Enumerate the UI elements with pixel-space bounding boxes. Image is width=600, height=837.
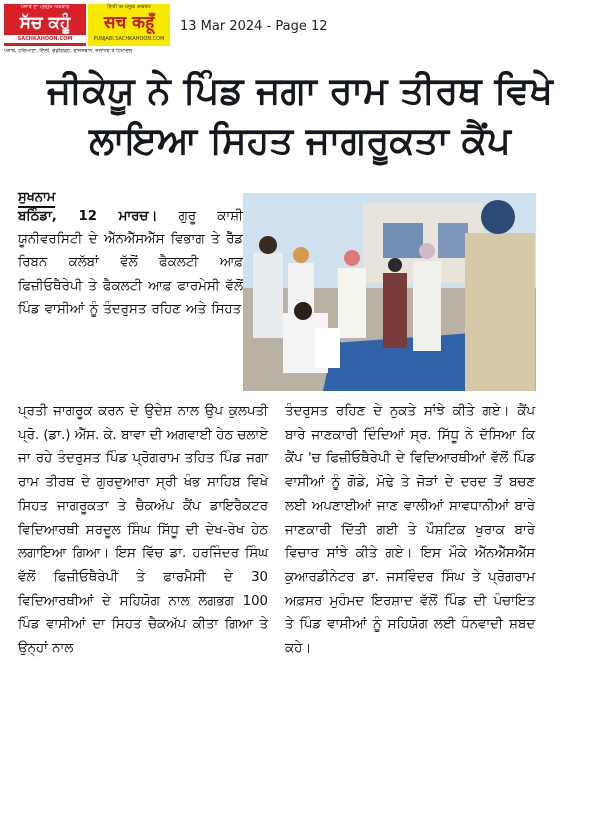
date-page-label: 13 Mar 2024 - Page 12 <box>180 19 328 34</box>
masthead <box>0 0 600 58</box>
article-column-left-top <box>18 205 243 321</box>
logo-hindi-tagline: हिन्दी का प्रमुख अखबार <box>107 4 151 10</box>
article-photo <box>243 193 536 391</box>
logo-punjabi-tagline: ਪੰਜਾਬ ਦਾ ਪ੍ਰਮੁੱਖ ਅਖ਼ਬਾਰ <box>20 4 70 10</box>
article-column-right <box>285 400 535 661</box>
dateline: ਬਠਿੰਡਾ, 12 ਮਾਰਚ। <box>18 209 158 224</box>
logo-punjabi-name: ਸੱਚ ਕਹੂੰ <box>19 13 71 33</box>
sach-kahoon-punjabi-logo <box>4 4 86 46</box>
lead-paragraph <box>18 205 243 321</box>
health-camp-photo-illustration <box>243 193 536 391</box>
logo-hindi-web: PUNJABI.SACHKAHOON.COM <box>93 36 165 42</box>
lead-text: ਗੁਰੂ ਕਾਸ਼ੀ ਯੂਨੀਵਰਸਿਟੀ ਦੇ ਐੱਨਐੱਸਐੱਸ ਵਿਭਾਗ ਤੇ ਰੈੱਡ ਰਿਬਨ ਕਲੱਬਾਂ ਵੱਲੋਂ ਫੈਕਲਟੀ ਆਫ਼ ਫਿਜ਼ੀਓਥੈਰੇਪੀ ਤੇ ਫੈਕਲਟੀ ਆਫ਼ ਫਾਰਮੇਸੀ ਵੱਲੋਂ ਪਿੰਡ ਵਾਸੀਆਂ ਨੂੰ ਤੰਦਰੁਸਤ ਰਹਿਣ ਅਤੇ ਸਿਹਤ <box>18 209 243 317</box>
body-paragraph-right: ਤੰਦਰੁਸਤ ਰਹਿਣ ਦੇ ਨੁਕਤੇ ਸਾਂਝੇ ਕੀਤੇ ਗਏ। ਕੈਂਪ ਬਾਰੇ ਜਾਣਕਾਰੀ ਦਿੰਦਿਆਂ ਸ੍ਰ. ਸਿੱਧੂ ਨੇ ਦੱਸਿਆ ਕਿ ਕੈਂਪ 'ਚ ਫਿਜ਼ੀਓਥੈਰੇਪੀ ਦੇ ਵਿਦਿਆਰਥੀਆਂ ਵੱਲੋਂ ਪਿੰਡ ਵਾਸੀਆਂ ਨੂੰ ਗੋਡੇ, ਮੋਢੇ ਤੇ ਜੋੜਾਂ ਦੇ ਦਰਦ ਤੋਂ ਬਚਣ ਲਈ ਅਪਣਾਈਆਂ ਜਾਣ ਵਾਲੀਆਂ ਸਾਵਧਾਨੀਆਂ ਬਾਰੇ ਜਾਣਕਾਰੀ ਦਿੱਤੀ ਗਈ ਤੇ ਪੌਸ਼ਟਿਕ ਖੁਰਾਕ ਬਾਰੇ ਵਿਚਾਰ ਸਾਂਝੇ ਕੀਤੇ ਗਏ। ਇਸ ਮੌਕੇ ਐੱਨਐੱਸਐੱਸ ਕੁਆਰਡੀਨੇਟਰ ਡਾ. ਜਸਵਿੰਦਰ ਸਿੰਘ ਤੇ ਪ੍ਰੋਗਰਾਮ ਅਫ਼ਸਰ ਮੁਹੰਮਦ ਇਰਸ਼ਾਦ ਵੱਲੋਂ ਪਿੰਡ ਦੀ ਪੰਚਾਇਤ ਤੇ ਪਿੰਡ ਵਾਸੀਆਂ ਨੂੰ ਸਹਿਯੋਗ ਲਈ ਧੰਨਵਾਦੀ ਸ਼ਬਦ ਕਹੇ। <box>285 404 535 657</box>
headline-line-2: ਲਾਇਆ ਸਿਹਤ ਜਾਗਰੂਕਤਾ ਕੈਂਪ <box>89 119 511 162</box>
logo-punjabi-web: SACHKAHOON.COM <box>4 35 86 43</box>
headline-line-1: ਜੀਕੇਯੂ ਨੇ ਪਿੰਡ ਜਗਾ ਰਾਮ ਤੀਰਥ ਵਿਖੇ <box>46 69 554 112</box>
body-paragraph-left: ਪ੍ਰਤੀ ਜਾਗਰੂਕ ਕਰਨ ਦੇ ਉਦੇਸ਼ ਨਾਲ ਉਪ ਕੁਲਪਤੀ ਪ੍ਰੋ. (ਡਾ.) ਐੱਸ. ਕੇ. ਬਾਵਾ ਦੀ ਅਗਵਾਈ ਹੇਠ ਚਲਾਏ ਜਾ ਰਹੇ ਤੰਦਰੁਸਤ ਪਿੰਡ ਪ੍ਰੋਗਰਾਮ ਤਹਿਤ ਪਿੰਡ ਜਗਾ ਰਾਮ ਤੀਰਥ ਦੇ ਗੁਰਦੁਆਰਾ ਸ੍ਰੀ ਖੰਭ ਸਾਹਿਬ ਵਿਖੇ ਸਿਹਤ ਜਾਗਰੂਕਤਾ ਤੇ ਚੈਕਅੱਪ ਕੈਂਪ ਡਾਇਰੈਕਟਰ ਵਿਦਿਆਰਥੀ ਸਰਦੂਲ ਸਿੰਘ ਸਿੱਧੂ ਦੀ ਦੇਖ-ਰੇਖ ਹੇਠ ਲਗਾਇਆ ਗਿਆ। ਇਸ ਵਿੱਚ ਡਾ. ਹਰਜਿੰਦਰ ਸਿੰਘ ਵੱਲੋਂ ਫਿਜ਼ੀਓਥੈਰੇਪੀ ਤੇ ਫਾਰਮੈਸੀ ਦੇ 30 ਵਿਦਿਆਰਥੀਆਂ ਦੇ ਸਹਿਯੋਗ ਨਾਲ ਲਗਭਗ 100 ਪਿੰਡ ਵਾਸੀਆਂ ਦਾ ਸਿਹਤ ਚੈਕਅੱਪ ਕੀਤਾ ਗਿਆ ਤੇ ਉਨ੍ਹਾਂ ਨਾਲ <box>18 404 268 657</box>
masthead-regions: ਪੰਜਾਬ, ਹਰਿਆਣਾ, ਦਿੱਲੀ, ਚੰਡੀਗੜ੍ਹ, ਰਾਜਸਥਾਨ, ਜਲਾਂਧਰ ਤੇ ਹਿਮਾਚਲ <box>4 48 133 54</box>
logo-hindi-name: सच कहूँ <box>103 13 155 33</box>
byline: ਸੁਖਨਾਮ <box>18 190 55 208</box>
sach-kahoon-hindi-logo <box>88 4 170 46</box>
article-column-left-bottom <box>18 400 268 661</box>
article-headline <box>0 66 600 166</box>
